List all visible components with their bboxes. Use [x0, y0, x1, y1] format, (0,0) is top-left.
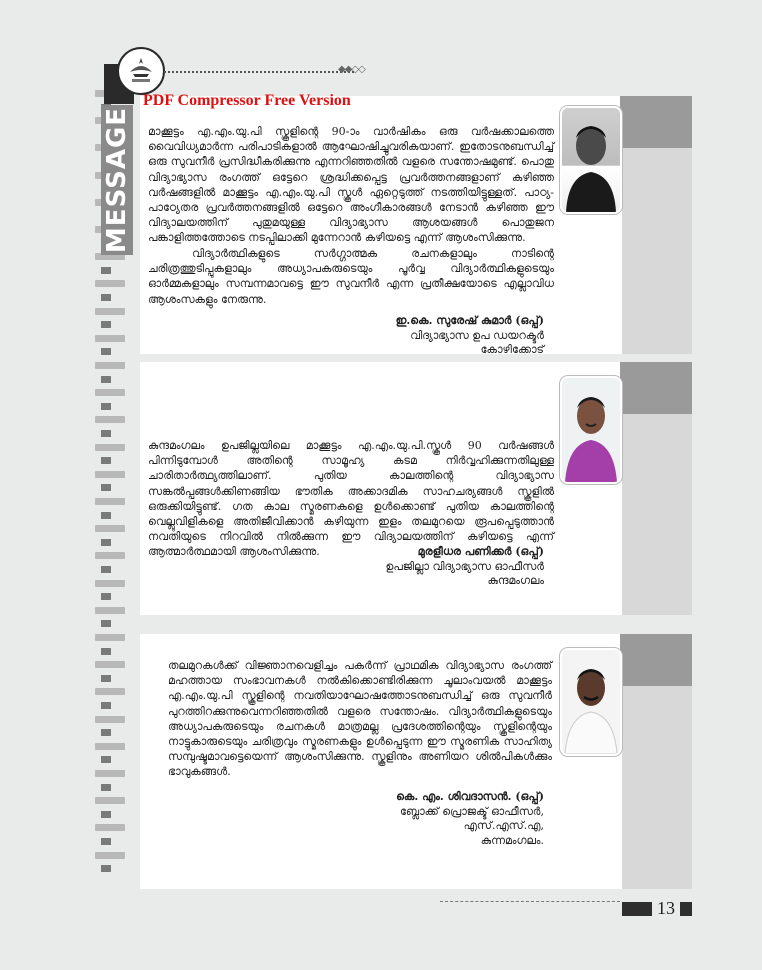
signer-designation: വിദ്യാഭ്യാസ ഉപ ഡയറക്ടർ	[410, 328, 544, 342]
signer-place: കുന്നമംഗലം.	[480, 833, 544, 847]
spine-tick	[101, 539, 111, 546]
spine-tick	[95, 498, 125, 505]
side-title: MESSAGE	[102, 106, 132, 254]
spine-tick	[95, 824, 125, 831]
side-title-badge	[101, 105, 133, 255]
spine-tick	[101, 403, 111, 410]
spine-tick	[101, 512, 111, 519]
footer-dashed-rule	[440, 901, 620, 902]
signer-designation: ബ്ലോക്ക് പ്രൊജക്ട് ഓഫീസർ,	[399, 804, 544, 818]
spine-tick	[101, 457, 111, 464]
panel-gray-header	[620, 96, 692, 148]
header-dotted-rule	[164, 71, 354, 73]
spine-tick	[95, 797, 125, 804]
spine-tick	[95, 688, 125, 695]
spine-tick	[95, 852, 125, 859]
signer-name: കെ. എം. ശിവദാസൻ. (ഒപ്പ്)	[396, 790, 544, 803]
spine-tick	[101, 348, 111, 355]
school-emblem-icon	[117, 47, 165, 95]
spine-tick	[101, 784, 111, 791]
spine-tick	[95, 471, 125, 478]
spine-tick	[101, 838, 111, 845]
spine-tick	[101, 484, 111, 491]
spine-tick	[95, 308, 125, 315]
message-panel-3	[140, 634, 692, 889]
spine-tick	[95, 525, 125, 532]
spine-tick	[101, 702, 111, 709]
spine-tick	[95, 770, 125, 777]
spine-tick	[95, 634, 125, 641]
signer-photo	[560, 376, 622, 484]
footer-block	[622, 902, 652, 916]
spine-tick	[95, 743, 125, 750]
page-number: 13	[657, 898, 675, 918]
spine-tick	[101, 267, 111, 274]
signature-block	[244, 314, 544, 358]
signer-photo	[560, 648, 622, 756]
spine-tick	[95, 389, 125, 396]
spine-tick	[101, 321, 111, 328]
spine-tick	[101, 294, 111, 301]
spine-tick	[95, 552, 125, 559]
spine-tick	[95, 607, 125, 614]
header-diamond-dots: ◆◆◇◇	[338, 64, 365, 75]
spine-tick	[95, 416, 125, 423]
signer-designation: ഉപജില്ലാ വിദ്യാഭ്യാസ ഓഫീസർ	[385, 559, 544, 573]
spine-tick	[101, 376, 111, 383]
signer-org: എസ്.എസ്.എ,	[463, 819, 544, 832]
spine-tick	[95, 335, 125, 342]
signer-name: മുരളീധര പണിക്കർ (ഒപ്പ്)	[417, 545, 544, 558]
watermark-text: PDF Compressor Free Version	[143, 92, 351, 109]
spine-tick	[101, 620, 111, 627]
spine-tick	[101, 729, 111, 736]
spine-tick	[101, 865, 111, 872]
spine-tick	[95, 444, 125, 451]
message-panel-2	[140, 362, 692, 615]
signature-block	[244, 790, 544, 848]
spine-tick	[101, 566, 111, 573]
spine-tick	[95, 716, 125, 723]
footer-block	[680, 902, 692, 916]
spine-tick	[101, 430, 111, 437]
signer-photo	[560, 106, 622, 214]
spine-tick	[95, 661, 125, 668]
spine-tick	[101, 756, 111, 763]
spine-tick	[101, 593, 111, 600]
message-panel-1	[140, 96, 692, 354]
signature-block	[244, 545, 544, 589]
spine-tick	[95, 280, 125, 287]
spine-tick	[101, 811, 111, 818]
spine-tick	[95, 580, 125, 587]
spine-tick	[101, 675, 111, 682]
message-body: തലമുറകൾക്ക് വിജ്ഞാനവെളിച്ചം പകർന്ന് പ്രാഥമിക വിദ്യാഭ്യാസ രംഗത്ത് മഹത്തായ സംഭാവനകൾ നൽകിക്കൊണ്ടിരിക്കുന്ന ചൂലാംവയൽ മാക്കൂട്ടം എ.എം.യു.പി സ്കൂളിന്റെ നവതിയാഘോഷത്തോടനുബന്ധിച്ച് ഒരു സുവനീർ പുറത്തിറക്കുന്നുവെന്നറിഞ്ഞതിൽ വളരെ സന്തോഷം. വിദ്യാർത്ഥികളുടെയും അധ്യാപകരുടെയും രചനകൾ മാത്രമല്ല പ്രദേശത്തിന്റെയും സ്കൂളിന്റെയും നാട്ടുകാരുടെയും ചരിത്രവും സ്മരണകളും ഉൾപ്പെടുന്ന ഈ സ്മരണിക സാഹിത്യ സമ്പുഷ്ടമാവട്ടെയെന്ന് ആശംസിക്കുന്നു. സ്കൂളിനും അണിയറ ശിൽപികൾക്കും ഭാവുകങ്ങൾ.	[168, 659, 552, 779]
message-body: മാക്കൂട്ടം എ.എം.യു.പി സ്കൂളിന്റെ 90-ാം വാർഷികം ഒരു വർഷക്കാലത്തെ വൈവിധ്യമാർന്ന പരിപാടികളാൽ ആഘോഷിച്ചുവരികയാണ്. ഇതോടനുബന്ധിച്ച് ഒരു സുവനീർ പ്രസിദ്ധീകരിക്കുന്നു എന്നറിഞ്ഞതിൽ വളരെ സന്തോഷമുണ്ട്. പൊതു വിദ്യാഭ്യാസ രംഗത്ത് ഒട്ടേറെ ശ്രദ്ധിക്കപ്പെട്ട പ്രവർത്തനങ്ങളാണ് കഴിഞ്ഞ വർഷങ്ങളിൽ മാക്കൂട്ടം എ.എം.യു.പി സ്കൂൾ ഏറ്റെടുത്ത് നടത്തിയിട്ടുള്ളത്. പാഠ്യ-പാഠ്യേതര പ്രവർത്തനങ്ങളിൽ ഒട്ടേറെ അംഗീകാരങ്ങൾ നേടാൻ കഴിഞ്ഞ ഈ വിദ്യാലയത്തിന് പുതുമയുള്ള വിദ്യാഭ്യാസ ആശയങ്ങൾ പൊതുജന പങ്കാളിത്തത്തോടെ നടപ്പിലാക്കി മുന്നേറാൻ കഴിയട്ടെ എന്ന് ആശംസിക്കുന്നു.	[148, 125, 554, 245]
panel-gray-header	[620, 362, 692, 414]
message-body: കുന്ദമംഗലം ഉപജില്ലയിലെ മാക്കൂട്ടം എ.എം.യു.പി.സ്കൂൾ 90 വർഷങ്ങൾ പിന്നിടുമ്പോൾ അതിന്റെ സാമൂഹ്യ കടമ നിർവ്വഹിക്കുന്നതിലുള്ള ചാരിതാർത്ഥ്യത്തിലാണ്. പുതിയ കാലത്തിന്റെ വിദ്യാഭ്യാസ സങ്കൽപ്പങ്ങൾക്കിണങ്ങിയ ഭൗതിക അക്കാദമിക സാഹചര്യങ്ങൾ സ്കൂളിൽ ഒരുക്കിയിട്ടുണ്ട്. ഗത കാല സ്മരണകളെ ഉൾക്കൊണ്ട് പുതിയ കാലത്തിന്റെ വെല്ലുവിളികളെ അതിജീവിക്കാൻ കഴിയുന്ന ഇളം തലമുറയെ രൂപപ്പെടുത്താൻ നവതിയുടെ നിറവിൽ നിൽക്കുന്ന ഈ വിദ്യാലയത്തിന് കഴിയട്ടെ എന്ന് ആത്മാർത്ഥമായി ആശംസിക്കുന്നു.	[148, 439, 554, 559]
spine-tick	[101, 648, 111, 655]
message-body-closing: വിദ്യാർത്ഥികളുടെ സർഗ്ഗാത്മക രചനകളാലും നാടിന്റെ ചരിത്രത്തുടിപ്പുകളാലും അധ്യാപകരുടെയും പൂർവ്വ വിദ്യാർത്ഥികളുടെയും ഓർമ്മകളാലും സമ്പന്നമാവട്ടെ ഈ സുവനീർ എന്ന പ്രതീക്ഷയോടെ എല്ലാവിധ ആശംസകളും നേരുന്നു.	[148, 247, 554, 306]
panel-gray-header	[620, 634, 692, 686]
spine-tick	[95, 362, 125, 369]
signer-place: കുന്ദമംഗലം	[487, 574, 544, 587]
signer-name: ഇ.കെ. സുരേഷ് കുമാർ (ഒപ്പ്)	[395, 314, 544, 327]
signer-place: കോഴിക്കോട്	[480, 343, 544, 356]
